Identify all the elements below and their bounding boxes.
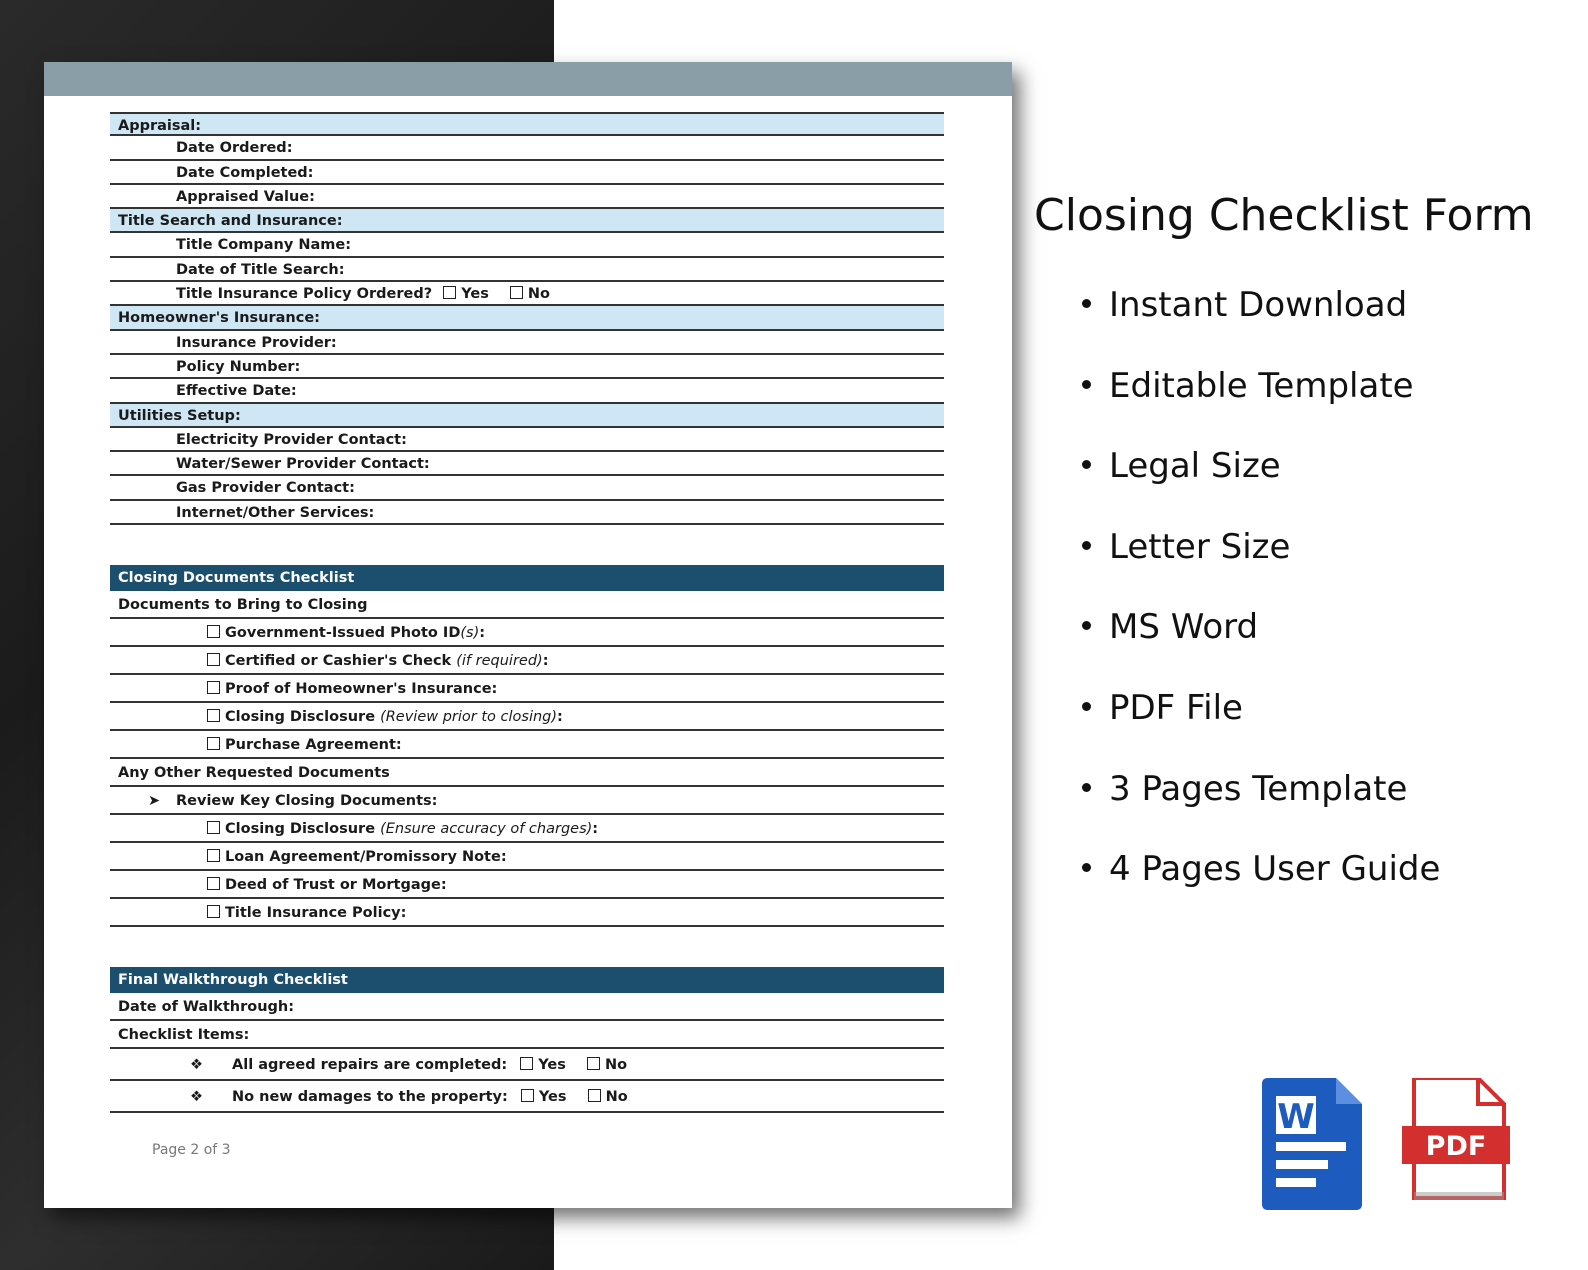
field-appraised-value[interactable]: Appraised Value: [110,185,944,209]
feature-item [1082,688,1440,769]
document-page [44,62,1012,1208]
field-walkthrough-date[interactable]: Date of Walkthrough: [110,993,944,1021]
yes-label: Yes [538,1057,566,1074]
field-gas[interactable]: Gas Provider Contact: [110,476,944,500]
doc-item-cashiers-check [110,647,944,675]
checkbox-photo-id[interactable] [207,625,220,638]
bullet-icon [1082,863,1091,872]
section-header-utilities: Utilities Setup: [110,404,944,428]
field-date-ordered[interactable]: Date Ordered: [110,136,944,160]
walk-text: All agreed repairs are completed: [232,1057,508,1074]
feature-text: Legal Size [1109,446,1281,487]
bullet-icon [1082,299,1091,308]
doc-item-proof-insurance [110,675,944,703]
bullet-icon [1082,460,1091,469]
bullet-icon [1082,380,1091,389]
review-item-title-insurance [110,899,944,927]
label-other-documents: Any Other Requested Documents [110,759,944,787]
feature-item [1082,527,1440,608]
feature-text: Letter Size [1109,526,1291,567]
bullet-icon [1082,702,1091,711]
feature-text: Editable Template [1109,365,1414,406]
word-doc-icon [1262,1078,1362,1210]
feature-item [1082,607,1440,688]
doc-note: (Review prior to closing) [380,709,558,726]
review-label: Review Key Closing Documents: [176,793,438,810]
section-header-appraisal: Appraisal: [110,112,944,136]
bullet-icon [1082,783,1091,792]
arrow-bullet-icon: ➤ [148,793,161,810]
doc-suffix: : [542,653,549,670]
feature-text: PDF File [1109,687,1243,728]
review-item-closing-disclosure [110,815,944,843]
feature-item [1082,366,1440,447]
checklist-form [110,112,944,1113]
section-header-walkthrough: Final Walkthrough Checklist [110,967,944,993]
feature-text: Instant Download [1109,285,1408,325]
field-date-title-search[interactable]: Date of Title Search: [110,258,944,282]
checkbox-closing-disclosure[interactable] [207,709,220,722]
diamond-bullet-icon: ❖ [190,1057,203,1074]
checkbox-cashiers-check[interactable] [207,653,220,666]
checkbox-proof-insurance[interactable] [207,681,220,694]
doc-text: Loan Agreement/Promissory Note: [225,849,507,866]
doc-suffix: : [592,821,599,838]
field-policy-number[interactable]: Policy Number: [110,355,944,379]
policy-yes-label: Yes [461,286,489,303]
checkbox-title-insurance[interactable] [207,905,220,918]
spacer [110,525,944,565]
field-title-company[interactable]: Title Company Name: [110,233,944,257]
field-internet[interactable]: Internet/Other Services: [110,501,944,525]
field-water-sewer[interactable]: Water/Sewer Provider Contact: [110,452,944,476]
doc-text: Title Insurance Policy: [225,905,407,922]
doc-note: (Ensure accuracy of charges) [380,821,593,838]
checkbox-repairs-no[interactable] [587,1057,600,1070]
doc-suffix: : [557,709,563,726]
page-header-band [44,62,1012,96]
no-label: No [604,1057,628,1074]
checkbox-policy-yes[interactable] [443,286,456,299]
field-date-completed[interactable]: Date Completed: [110,161,944,185]
review-item-deed-of-trust [110,871,944,899]
doc-text: Closing Disclosure [225,709,381,726]
checkbox-purchase-agreement[interactable] [207,737,220,750]
bullet-icon [1082,621,1091,630]
bullet-icon [1082,541,1091,550]
label-docs-to-bring: Documents to Bring to Closing [110,591,944,619]
pdf-label: PDF [1425,1131,1487,1162]
feature-item [1082,285,1440,366]
section-header-title-search: Title Search and Insurance: [110,209,944,233]
yes-label: Yes [538,1089,567,1106]
walkthrough-item-damages [110,1081,944,1113]
doc-text: Certified or Cashier's Check [225,653,457,670]
feature-item [1082,769,1440,850]
no-label: No [605,1089,628,1106]
feature-text: 4 Pages User Guide [1109,849,1441,890]
pdf-file-icon [1402,1078,1512,1202]
section-header-closing-docs: Closing Documents Checklist [110,565,944,591]
word-letter: W [1277,1097,1315,1137]
doc-note: (s) [460,625,480,642]
feature-list [1082,285,1440,930]
doc-text: Deed of Trust or Mortgage: [225,877,447,894]
doc-text: Purchase Agreement: [225,737,402,754]
spacer [110,927,944,967]
feature-text: MS Word [1109,607,1259,648]
doc-item-purchase-agreement [110,731,944,759]
checkbox-policy-no[interactable] [510,286,523,299]
doc-item-closing-disclosure [110,703,944,731]
feature-item [1082,446,1440,527]
checkbox-repairs-yes[interactable] [520,1057,533,1070]
feature-item [1082,849,1440,930]
review-item-loan-agreement [110,843,944,871]
field-electricity[interactable]: Electricity Provider Contact: [110,428,944,452]
label-checklist-items: Checklist Items: [110,1021,944,1049]
checkbox-review-disclosure[interactable] [207,821,220,834]
review-key-docs [110,787,944,815]
field-effective-date[interactable]: Effective Date: [110,379,944,403]
policy-label: Title Insurance Policy Ordered? [176,286,433,303]
doc-text: Proof of Homeowner's Insurance: [225,681,498,698]
checkbox-deed-of-trust[interactable] [207,877,220,890]
field-title-policy-ordered [110,282,944,306]
diamond-bullet-icon: ❖ [190,1089,203,1106]
walk-text: No new damages to the property: [232,1089,508,1106]
checkbox-damages-yes[interactable] [521,1089,534,1102]
checkbox-loan-agreement[interactable] [207,849,220,862]
promo-title: Closing Checklist Form [1034,190,1534,241]
checkbox-damages-no[interactable] [588,1089,601,1102]
doc-note: (if required) [456,653,543,670]
policy-no-label: No [527,286,551,303]
doc-text: Government-Issued Photo ID [225,625,461,642]
field-insurance-provider[interactable]: Insurance Provider: [110,331,944,355]
feature-text: 3 Pages Template [1109,768,1408,809]
doc-item-photo-id [110,619,944,647]
doc-suffix: : [479,625,486,642]
doc-text: Closing Disclosure [225,821,381,838]
section-header-homeowners: Homeowner's Insurance: [110,306,944,330]
page-number: Page 2 of 3 [152,1142,231,1158]
walkthrough-item-repairs [110,1049,944,1081]
